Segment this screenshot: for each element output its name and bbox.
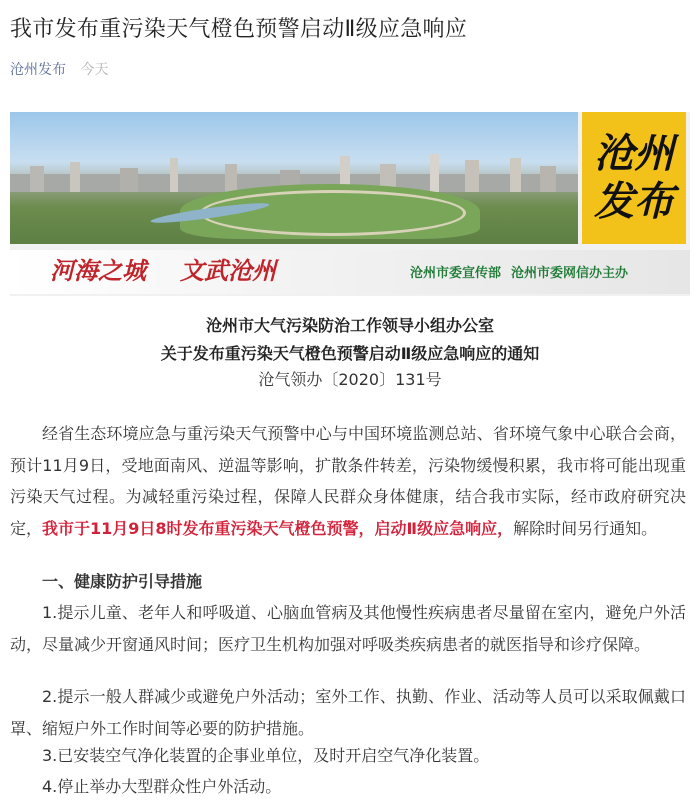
sponsor-propaganda-dept: 沧州市委宣传部 (410, 266, 502, 281)
intro-text-end: 解除时间另行通知。 (513, 518, 658, 538)
intro-paragraph (10, 418, 686, 544)
measure-item-1: 1.提示儿童、老年人和呼吸道、心脑血管病及其他慢性疾病患者尽量留在室内，避免户外活动，尽量减少开窗通风时间；医疗卫生机构加强对呼吸类疾病患者的就医指导和诊疗保障。 (10, 603, 686, 654)
city-aerial-photo (10, 112, 578, 244)
sponsor-line (410, 264, 628, 284)
measure-item-3: 3.已安装空气净化装置的企事业单位，及时开启空气净化装置。 (42, 746, 490, 765)
publish-date: 今天 (80, 62, 109, 78)
section-heading-health: 一、健康防护引导措施 (42, 572, 203, 591)
measure-item-2: 2.提示一般人群减少或避免户外活动；室外工作、执勤、作业、活动等人员可以采取佩戴口罩、缩短户外工作时间等必要的防护措施。 (10, 687, 686, 738)
cangzhou-fabu-logo (582, 112, 686, 244)
article-meta (10, 59, 108, 81)
notice-issuer: 沧州市大气污染防治工作领导小组办公室 (205, 316, 494, 335)
article-title: 我市发布重污染天气橙色预警启动Ⅱ级应急响应 (10, 17, 468, 42)
document-number: 沧气领办〔2020〕131号 (258, 370, 442, 389)
logo-text-line1: 沧州 (594, 130, 674, 177)
slogan-he-hai: 河海之城 (50, 256, 146, 285)
measure-item-4: 4.停止举办大型群众性户外活动。 (42, 777, 282, 796)
header-banner-image (10, 112, 690, 296)
intro-text: 经省生态环境应急与重污染天气预警中心与中国环境监测总站、省环境气象中心联合会商，预计11月9日，受地面南风、逆温等影响，扩散条件转差，污染物缓慢积累，我市将可能出现重污染天气过程。为减轻重污染过程，保障人民群众身体健康，结合我市实际，经市政府研究决定， (10, 424, 686, 538)
logo-text-line2: 发布 (594, 178, 674, 225)
notice-subject: 关于发布重污染天气橙色预警启动Ⅱ级应急响应的通知 (160, 344, 540, 363)
intro-highlight-text: 我市于11月9日8时发布重污染天气橙色预警，启动Ⅱ级应急响应， (42, 518, 514, 538)
slogan-wen-wu: 文武沧州 (180, 256, 276, 285)
account-name-link[interactable]: 沧州发布 (10, 62, 66, 78)
sponsor-cyberspace-office: 沧州市委网信办主办 (511, 266, 629, 281)
